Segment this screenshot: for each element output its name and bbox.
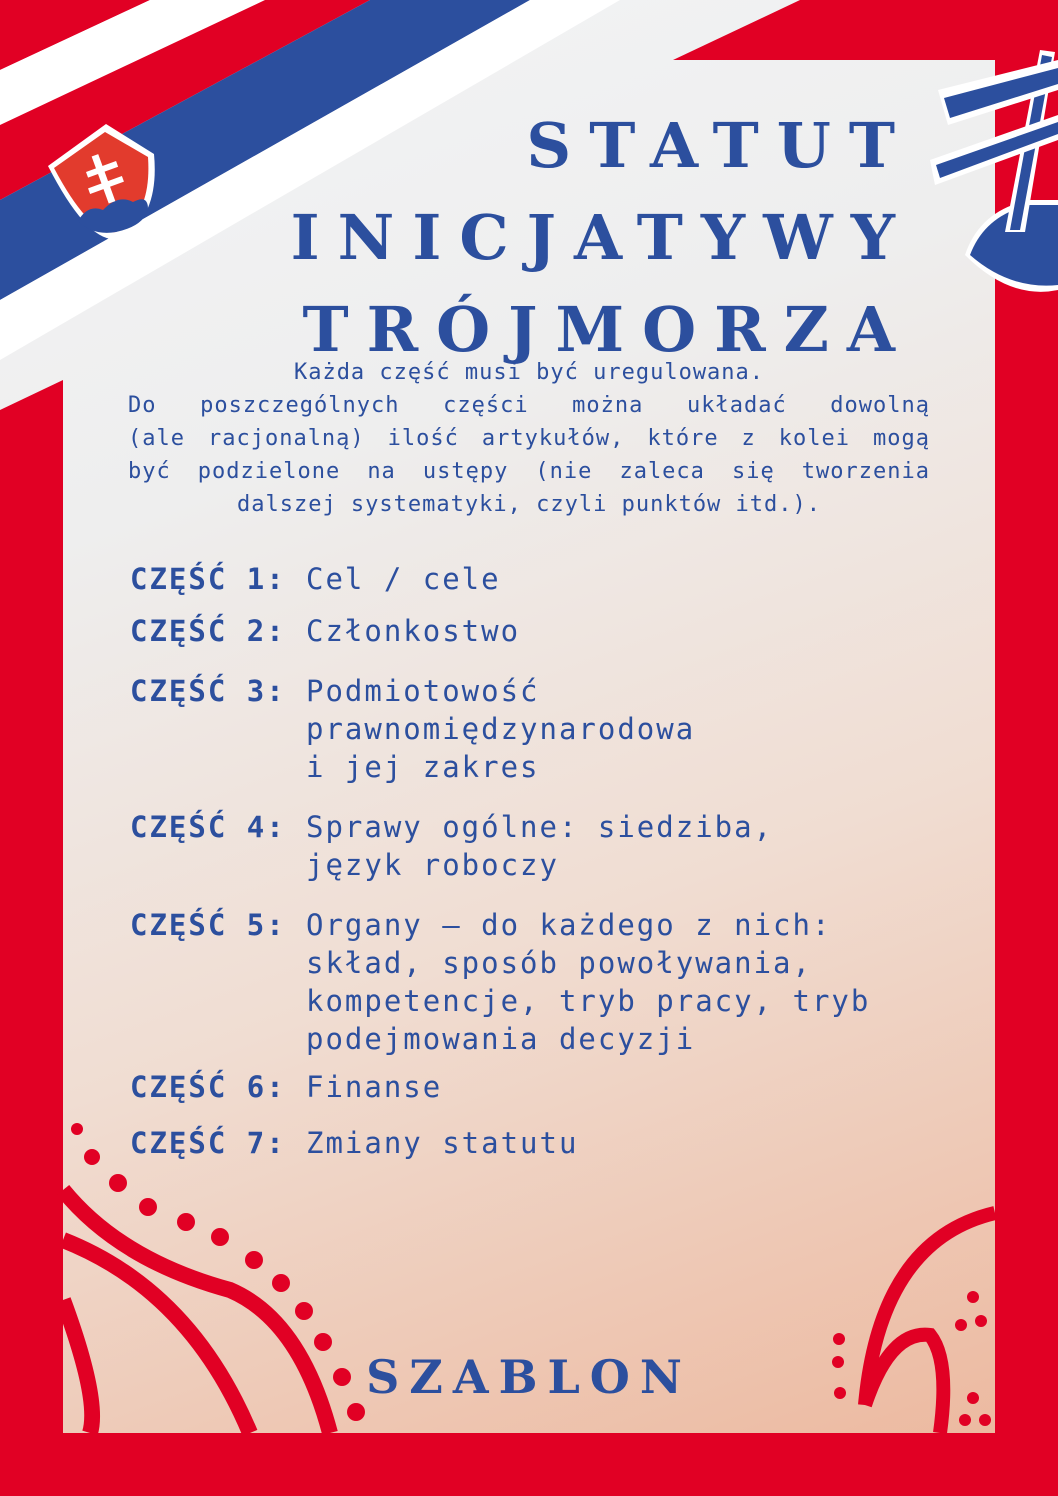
part-item (130, 672, 930, 786)
part-label: CZĘŚĆ 7: (130, 1126, 286, 1160)
title-line: INICJATYWY (290, 201, 913, 274)
part-item (130, 808, 930, 884)
part-item (130, 1124, 930, 1162)
document-title (291, 100, 913, 376)
part-text: Członkostwo (306, 614, 521, 648)
part-item (130, 612, 930, 650)
part-label: CZĘŚĆ 2: (130, 614, 286, 648)
part-label: CZĘŚĆ 3: (130, 674, 286, 708)
part-text: Cel / cele (306, 562, 501, 596)
template-label: SZABLON (366, 1350, 692, 1404)
intro-line: być podzielone na ustępy (nie zaleca się tworzenia (128, 459, 930, 484)
intro-line: (ale racjonalną) ilość artykułów, które z kolei mogą (128, 426, 930, 451)
part-label: CZĘŚĆ 1: (130, 562, 286, 596)
title-line: TRÓJMORZA (302, 293, 913, 366)
title-line: STATUT (526, 109, 913, 182)
part-text: Zmiany statutu (306, 1126, 579, 1160)
parts-list (130, 560, 930, 1162)
part-label: CZĘŚĆ 6: (130, 1070, 286, 1104)
part-text: Sprawy ogólne: siedziba, język roboczy (306, 810, 774, 882)
part-item (130, 906, 930, 1058)
part-text: Finanse (306, 1070, 443, 1104)
intro-line: Każda część musi być uregulowana. (293, 360, 765, 385)
part-item (130, 560, 930, 598)
part-item (130, 1068, 930, 1106)
part-text: Podmiotowość prawnomiędzynarodowa i jej zakres (306, 674, 696, 784)
part-label: CZĘŚĆ 5: (130, 908, 286, 942)
intro-line: Do poszczególnych części można układać dowolną (128, 393, 930, 418)
intro-paragraph (128, 356, 930, 521)
intro-line: dalszej systematyki, czyli punktów itd.). (236, 492, 822, 517)
part-label: CZĘŚĆ 4: (130, 810, 286, 844)
part-text: Organy – do każdego z nich: skład, sposób powoływania, kompetencje, tryb pracy, tryb podejmowania decyzji (306, 908, 871, 1056)
